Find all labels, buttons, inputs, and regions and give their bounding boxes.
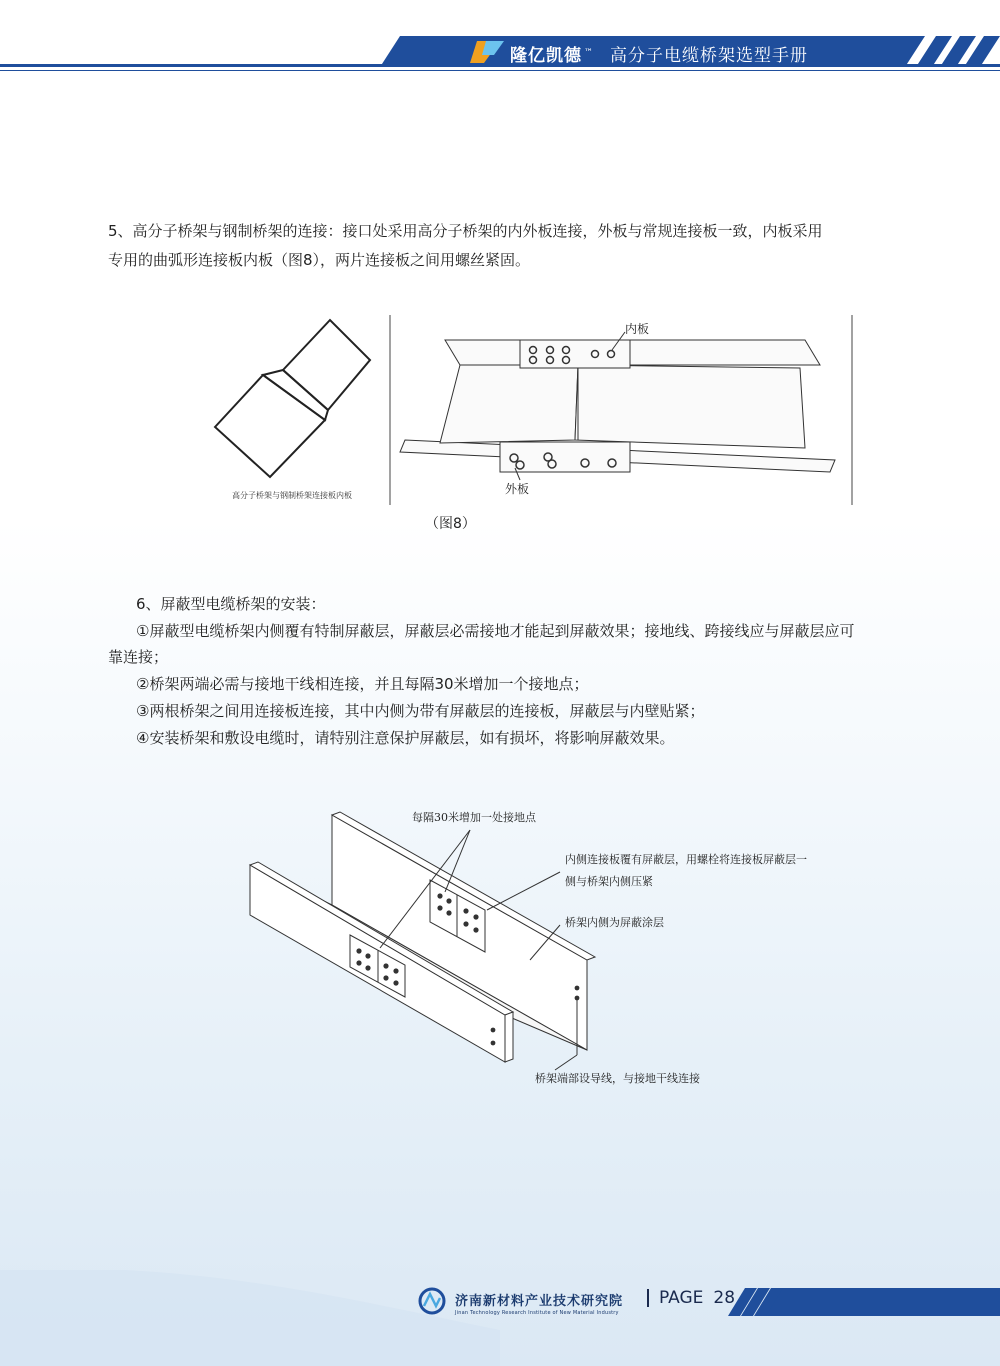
institute-logo-icon [420, 1289, 444, 1313]
section6-item1-line1: ①屏蔽型电缆桥架内侧覆有特制屏蔽层，屏蔽层必需接地才能起到屏蔽效果；接地线、跨接线应与屏蔽层应可 [136, 622, 855, 640]
note-inner-plate-line1: 内侧连接板覆有屏蔽层，用螺栓将连接板屏蔽层一 [565, 853, 807, 866]
inner-plate-label: 内板 [625, 322, 650, 336]
note-inner-plate-line2: 侧与桥架内侧压紧 [565, 875, 653, 888]
section6-item4: ④安装桥架和敷设电缆时，请特别注意保护屏蔽层，如有损坏，将影响屏蔽效果。 [136, 729, 675, 747]
brand-name: 隆亿凯德 [510, 45, 582, 66]
note-grounding-interval: 每隔30米增加一处接地点 [412, 811, 536, 824]
header-banner [0, 0, 1000, 80]
page-label: PAGE [659, 1288, 704, 1308]
outer-plate-label: 外板 [505, 482, 530, 496]
tray-connection-sketch [400, 340, 835, 472]
header-title-block [510, 38, 808, 68]
page-number-block [647, 1288, 735, 1308]
section6-item3: ③两根桥架之间用连接板连接，其中内侧为带有屏蔽层的连接板，屏蔽层与内壁贴紧； [136, 702, 705, 720]
trademark: ™ [584, 48, 594, 58]
footer-institute [455, 1290, 623, 1316]
page-divider [647, 1289, 649, 1307]
section6-item1-line2: 靠连接； [108, 648, 169, 666]
note-shield-coating: 桥架内侧为屏蔽涂层 [565, 916, 664, 929]
note-end-ground-wire: 桥架端部设导线，与接地干线连接 [535, 1072, 700, 1085]
section6-item2: ②桥架两端必需与接地干线相连接，并且每隔30米增加一个接地点； [136, 675, 589, 693]
page-header [0, 0, 1000, 80]
figure8-caption: （图8） [425, 516, 476, 532]
shielded-tray-drawing [0, 800, 1000, 1100]
figure8-drawing [0, 300, 1000, 520]
page-number: 28 [713, 1288, 736, 1308]
section6-title: 6、屏蔽型电缆桥架的安装： [136, 595, 326, 613]
section5-line2: 专用的曲弧形连接板内板（图8），两片连接板之间用螺丝紧固。 [108, 251, 531, 269]
footer-decoration [0, 1270, 1000, 1366]
figure8-left-caption: 高分子桥架与钢制桥架连接板内板 [232, 491, 352, 500]
section5-line1: 5、高分子桥架与钢制桥架的连接：接口处采用高分子桥架的内外板连接，外板与常规连接板一致，内板采用 [108, 222, 823, 240]
institute-name: 济南新材料产业技术研究院 [455, 1294, 624, 1309]
manual-title: 高分子电缆桥架选型手册 [610, 45, 808, 66]
institute-name-en: Jinan Technology Research Institute of New Material Industry [455, 1310, 619, 1316]
inner-plate-sketch [215, 320, 370, 477]
